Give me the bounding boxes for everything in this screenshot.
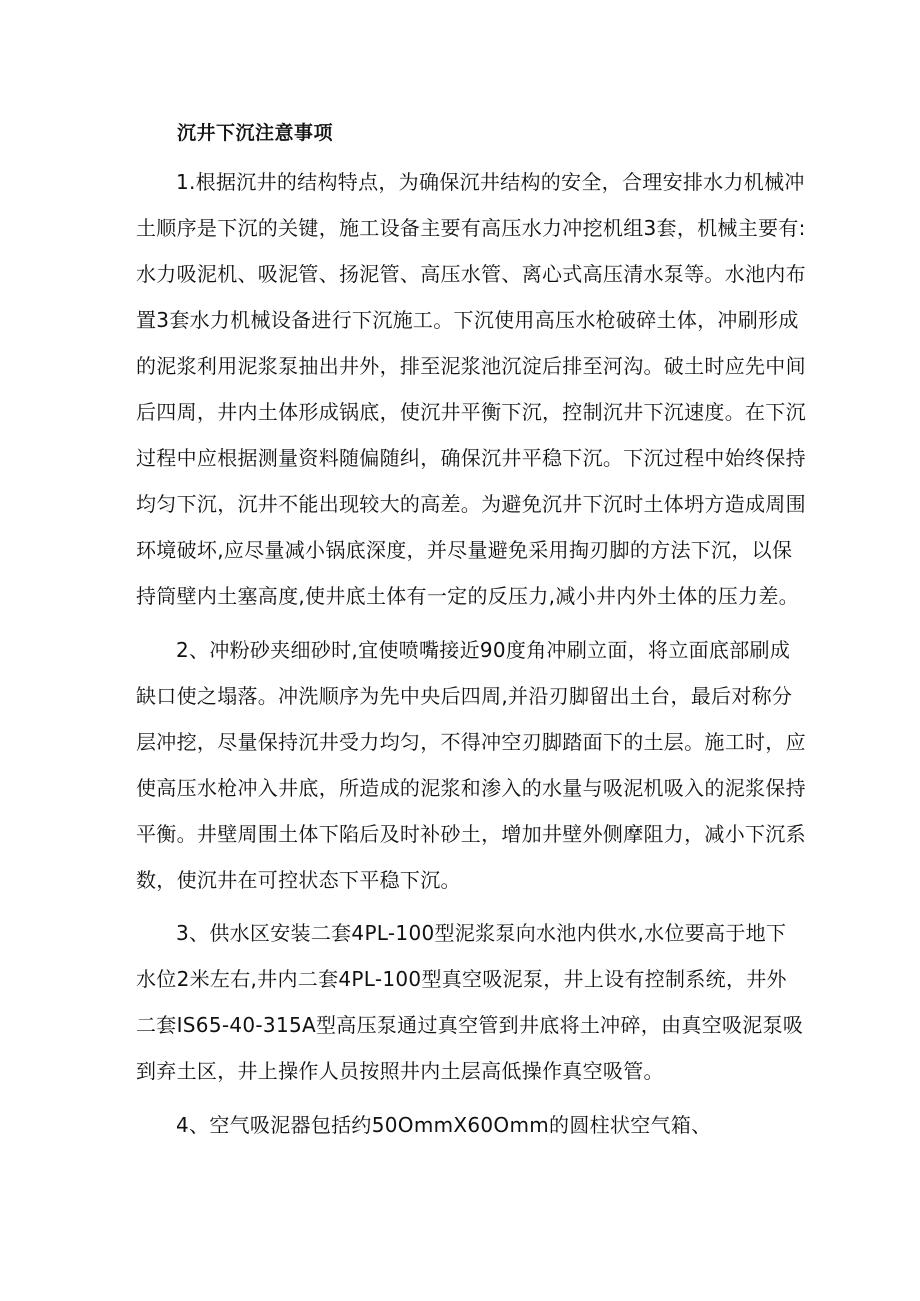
paragraph-line: 2、冲粉砂夹细砂时,宜使喷嘴接近90度角冲刷立面，将立面底部刷成 bbox=[176, 638, 791, 662]
paragraph-line: 均匀下沉，沉井不能出现较大的高差。为避免沉井下沉时土体坍方造成周围 bbox=[136, 492, 806, 516]
paragraph-line: 水位2米左右,井内二套4PL-100型真空吸泥泵，井上设有控制系统，井外 bbox=[136, 967, 787, 991]
paragraph-line: 1.根据沉井的结构特点，为确保沉井结构的安全，合理安排水力机械冲 bbox=[176, 170, 805, 194]
paragraph-line: 置3套水力机械设备进行下沉施工。下沉使用高压水枪破碎土体，冲刷形成 bbox=[136, 308, 799, 332]
paragraph-line: 过程中应根据测量资料随偏随纠，确保沉井平稳下沉。下沉过程中始终保持 bbox=[136, 446, 806, 470]
paragraph-line: 持筒壁内土塞高度,使井底土体有一定的反压力,减小井内外土体的压力差。 bbox=[136, 584, 799, 608]
paragraph-line: 平衡。井壁周围土体下陷后及时补砂土，增加井壁外侧摩阻力，减小下沉系 bbox=[136, 822, 806, 846]
paragraph-line: 层冲挖，尽量保持沉井受力均匀，不得冲空刃脚踏面下的土层。施工时，应 bbox=[136, 730, 806, 754]
paragraph-line: 到弃土区，井上操作人员按照井内土层高低操作真空吸管。 bbox=[136, 1059, 664, 1083]
paragraph-line: 后四周，井内土体形成锅底，使沉井平衡下沉，控制沉井下沉速度。在下沉 bbox=[136, 400, 806, 424]
paragraph-line: 土顺序是下沉的关键，施工设备主要有高压水力冲挖机组3套，机械主要有: bbox=[136, 216, 806, 240]
document-title: 沉井下沉注意事项 bbox=[177, 122, 334, 144]
paragraph-line: 二套IS65-40-315A型高压泵通过真空管到井底将土冲碎，由真空吸泥泵吸 bbox=[136, 1013, 804, 1037]
paragraph-line: 环境破坏,应尽量减小锅底深度，并尽量避免采用掏刃脚的方法下沉，以保 bbox=[136, 538, 793, 562]
paragraph-line: 3、供水区安装二套4PL-100型泥浆泵向水池内供水,水位要高于地下 bbox=[176, 921, 787, 945]
paragraph-line: 的泥浆利用泥浆泵抽出井外，排至泥浆池沉淀后排至河沟。破土时应先中间 bbox=[136, 354, 806, 378]
paragraph-line: 缺口使之塌落。冲洗顺序为先中央后四周,并沿刃脚留出土台，最后对称分 bbox=[136, 684, 793, 708]
paragraph-line: 使高压水枪冲入井底，所造成的泥浆和渗入的水量与吸泥机吸入的泥浆保持 bbox=[136, 776, 806, 800]
paragraph-line: 数，使沉井在可控状态下平稳下沉。 bbox=[136, 868, 461, 892]
paragraph-line: 4、空气吸泥器包括约50OmmX60Omm的圆柱状空气箱、 bbox=[176, 1113, 712, 1137]
paragraph-line: 水力吸泥机、吸泥管、扬泥管、高压水管、离心式高压清水泵等。水池内布 bbox=[136, 262, 806, 286]
